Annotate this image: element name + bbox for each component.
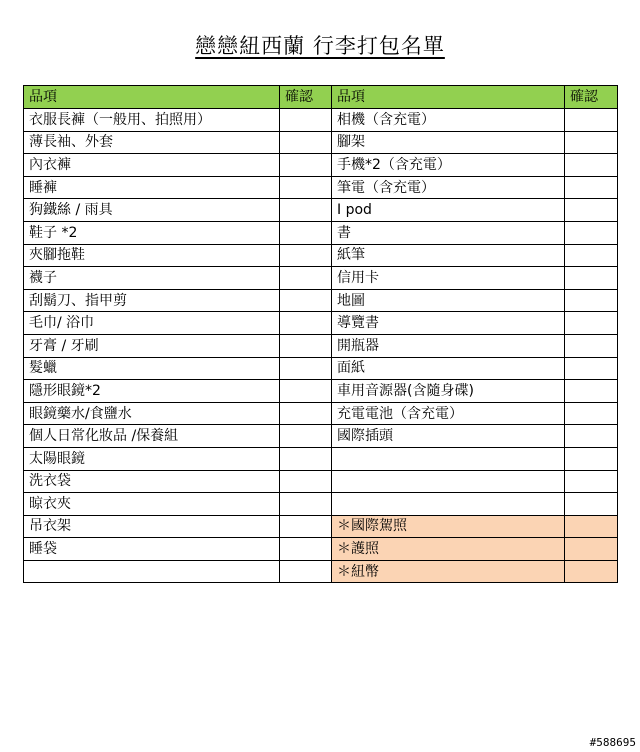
check-right-cell[interactable] [565, 538, 618, 561]
watermark: #588695 [589, 736, 636, 749]
check-left-cell[interactable] [280, 470, 332, 493]
check-right-cell[interactable] [565, 515, 618, 538]
check-left-cell[interactable] [280, 560, 332, 583]
table-row [24, 447, 618, 470]
header-item-right: 品項 [332, 86, 565, 109]
item-right-cell: 信用卡 [332, 267, 565, 290]
table-row [24, 425, 618, 448]
check-left-cell[interactable] [280, 109, 332, 132]
check-right-cell[interactable] [565, 425, 618, 448]
check-right-cell[interactable] [565, 267, 618, 290]
check-right-cell[interactable] [565, 402, 618, 425]
table-row [24, 515, 618, 538]
check-left-cell[interactable] [280, 493, 332, 516]
item-right-cell: 手機*2（含充電） [332, 154, 565, 177]
check-left-cell[interactable] [280, 402, 332, 425]
item-left-cell: 太陽眼鏡 [24, 447, 280, 470]
item-left-cell: 髮蠟 [24, 357, 280, 380]
check-right-cell[interactable] [565, 176, 618, 199]
item-right-cell: 導覽書 [332, 312, 565, 335]
check-right-cell[interactable] [565, 380, 618, 403]
check-right-cell[interactable] [565, 109, 618, 132]
item-left-cell: 洗衣袋 [24, 470, 280, 493]
item-right-cell: 面紙 [332, 357, 565, 380]
item-left-cell: 睡袋 [24, 538, 280, 561]
item-left-cell: 薄長袖、外套 [24, 131, 280, 154]
item-left-cell: 襪子 [24, 267, 280, 290]
table-row [24, 380, 618, 403]
check-left-cell[interactable] [280, 447, 332, 470]
table-row [24, 267, 618, 290]
item-left-cell: 衣服長褲（一般用、拍照用） [24, 109, 280, 132]
table-row [24, 109, 618, 132]
item-right-cell: ＊紐幣 [332, 560, 565, 583]
item-left-cell: 隱形眼鏡*2 [24, 380, 280, 403]
header-check-right: 確認 [565, 86, 618, 109]
page-title: 戀戀紐西蘭 行李打包名單 [195, 34, 445, 58]
item-right-cell: 紙筆 [332, 244, 565, 267]
packing-list-table [23, 85, 618, 583]
check-right-cell[interactable] [565, 560, 618, 583]
check-left-cell[interactable] [280, 221, 332, 244]
item-left-cell: 內衣褲 [24, 154, 280, 177]
item-right-cell: 開瓶器 [332, 334, 565, 357]
table-row [24, 244, 618, 267]
table-row [24, 154, 618, 177]
item-right-cell: ＊國際駕照 [332, 515, 565, 538]
table-row [24, 334, 618, 357]
table-row [24, 312, 618, 335]
item-right-cell: 車用音源器(含隨身碟) [332, 380, 565, 403]
item-right-cell: 地圖 [332, 289, 565, 312]
item-left-cell: 眼鏡藥水/食鹽水 [24, 402, 280, 425]
check-right-cell[interactable] [565, 312, 618, 335]
item-left-cell: 刮鬍刀、指甲剪 [24, 289, 280, 312]
item-left-cell: 吊衣架 [24, 515, 280, 538]
item-left-cell: 睡褲 [24, 176, 280, 199]
check-right-cell[interactable] [565, 221, 618, 244]
check-left-cell[interactable] [280, 244, 332, 267]
check-right-cell[interactable] [565, 470, 618, 493]
table-row [24, 560, 618, 583]
check-right-cell[interactable] [565, 447, 618, 470]
item-right-cell [332, 470, 565, 493]
item-right-cell: I pod [332, 199, 565, 222]
item-right-cell: 腳架 [332, 131, 565, 154]
table-row [24, 357, 618, 380]
table-row [24, 470, 618, 493]
check-left-cell[interactable] [280, 380, 332, 403]
check-right-cell[interactable] [565, 199, 618, 222]
item-right-cell: 國際插頭 [332, 425, 565, 448]
check-left-cell[interactable] [280, 538, 332, 561]
item-right-cell: 相機（含充電） [332, 109, 565, 132]
check-left-cell[interactable] [280, 289, 332, 312]
table-row [24, 221, 618, 244]
check-left-cell[interactable] [280, 357, 332, 380]
item-right-cell: ＊護照 [332, 538, 565, 561]
check-left-cell[interactable] [280, 515, 332, 538]
table-header-row [24, 86, 618, 109]
table-row [24, 131, 618, 154]
check-left-cell[interactable] [280, 199, 332, 222]
item-left-cell: 牙膏 / 牙刷 [24, 334, 280, 357]
check-right-cell[interactable] [565, 244, 618, 267]
check-left-cell[interactable] [280, 267, 332, 290]
item-left-cell: 夾腳拖鞋 [24, 244, 280, 267]
table-row [24, 289, 618, 312]
check-left-cell[interactable] [280, 334, 332, 357]
check-left-cell[interactable] [280, 176, 332, 199]
check-right-cell[interactable] [565, 357, 618, 380]
item-left-cell: 毛巾/ 浴巾 [24, 312, 280, 335]
item-right-cell: 筆電（含充電） [332, 176, 565, 199]
table-row [24, 538, 618, 561]
check-left-cell[interactable] [280, 312, 332, 335]
check-left-cell[interactable] [280, 131, 332, 154]
item-right-cell [332, 493, 565, 516]
item-left-cell: 鞋子 *2 [24, 221, 280, 244]
check-right-cell[interactable] [565, 493, 618, 516]
header-check-left: 確認 [280, 86, 332, 109]
item-right-cell: 書 [332, 221, 565, 244]
header-item-left: 品項 [24, 86, 280, 109]
item-left-cell: 晾衣夾 [24, 493, 280, 516]
item-right-cell: 充電電池（含充電） [332, 402, 565, 425]
table-row [24, 402, 618, 425]
item-left-cell: 個人日常化妝品 /保養組 [24, 425, 280, 448]
check-right-cell[interactable] [565, 334, 618, 357]
table-row [24, 199, 618, 222]
item-right-cell [332, 447, 565, 470]
item-left-cell [24, 560, 280, 583]
check-right-cell[interactable] [565, 154, 618, 177]
table-row [24, 493, 618, 516]
table-row [24, 176, 618, 199]
check-right-cell[interactable] [565, 131, 618, 154]
check-left-cell[interactable] [280, 425, 332, 448]
check-left-cell[interactable] [280, 154, 332, 177]
check-right-cell[interactable] [565, 289, 618, 312]
item-left-cell: 狗鐵絲 / 雨具 [24, 199, 280, 222]
